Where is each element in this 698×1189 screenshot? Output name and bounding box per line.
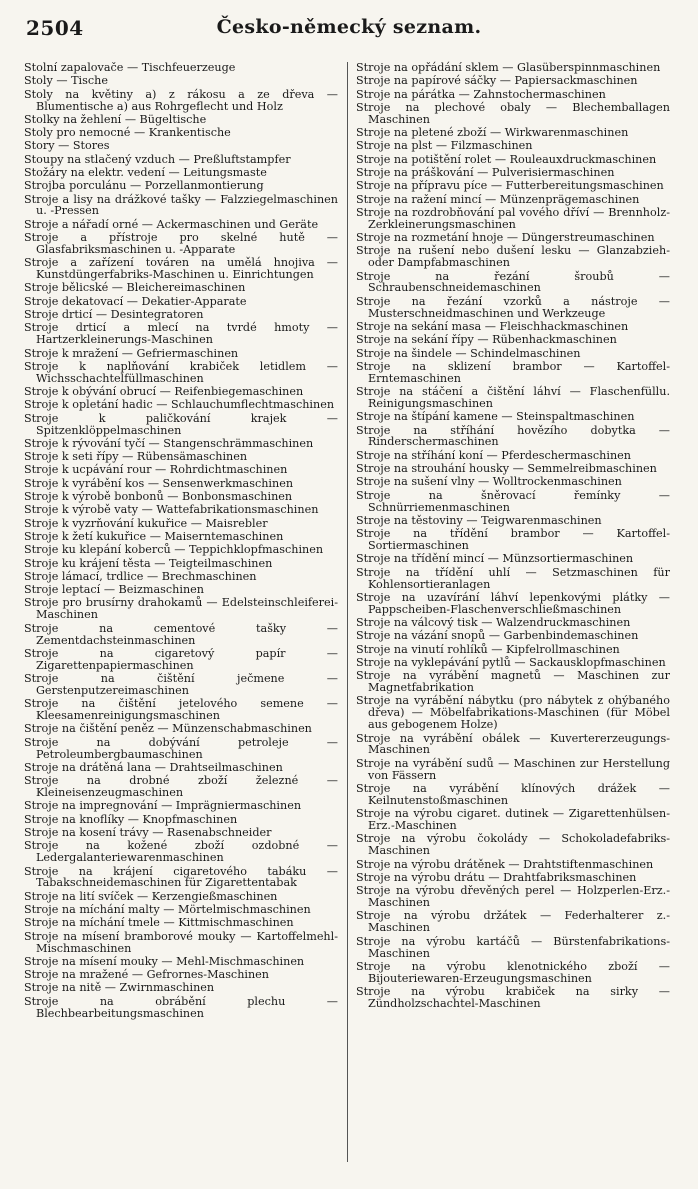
list-item: Stroje na drátěná lana — Drahtseilmaschinen [24,760,283,774]
list-item: Stroje k paličkování krajek — Spitzenklöppelmaschinen [24,411,338,437]
list-item: Stroje na válcový tisk — Walzendruckmaschinen [356,616,631,630]
list-item: Stroje a nářadí orné — Ackermaschinen und Geräte [24,217,319,231]
list-item: Stroje na dobývání petroleje — Petroleumbergbaumaschinen [24,735,338,761]
list-item: Stroje na vyrábění obálek — Kuvertererzeugungs-Maschinen [356,731,670,757]
list-item: Stroje k naplňování krabiček letidlem — Wichsschachtelfüllmaschinen [24,359,338,385]
column-divider [347,62,348,1162]
page-number: 2504 [26,16,84,40]
list-item: Stroje na obrábění plechu — Blechbearbeitungsmaschinen [24,994,338,1020]
list-item: Stroje lámací, trdlice — Brechmaschinen [24,569,257,583]
list-item: Stroje na výrobu cigaret. dutinek — Zigarettenhülsen-Erz.-Maschinen [356,807,670,833]
list-item: Stroje drticí — Desintegratoren [24,308,204,322]
list-item: Stroje na výrobu držátek — Federhalterer z.-Maschinen [356,909,670,935]
list-item: Stroje k žetí kukuřice — Maiserntemaschinen [24,529,284,543]
list-item: Stroje na cigaretový papír — Zigarettenpapiermaschinen [24,646,338,672]
list-item: Stroje na lití svíček — Kerzengießmaschinen [24,889,278,903]
two-column-list [24,62,674,1177]
list-item: Stroje k seti řípy — Rübensämaschinen [24,450,248,464]
list-item: Stroje k obývání obrucí — Reifenbiegemaschinen [24,385,304,399]
list-item: Stroje k vyrábění kos — Sensenwerkmaschinen [24,476,294,490]
list-item: Stroje na mísení mouky — Mehl-Mischmaschinen [24,954,305,968]
list-item: Stroje na mísení bramborové mouky — Kartoffelmehl-Mischmaschinen [24,929,338,955]
list-item: Stroje na drobné zboží železné — Kleineisenzeugmaschinen [24,774,338,800]
list-item: Stroje na míchání malty — Mörtelmischmaschinen [24,903,311,917]
list-item: Stroje na sekání masa — Fleischhackmaschinen [356,319,629,333]
list-item: Stoupy na stlačený vzduch — Preßluftstampfer [24,152,291,166]
list-item: Stroje na mražené — Gefrornes-Maschinen [24,968,270,982]
list-item: Stroje ku klepání koberců — Teppichklopfmaschinen [24,543,324,557]
list-item: Stroje na těstoviny — Teigwarenmaschinen [356,513,602,527]
list-item: Stroje na stáčení a čištění láhví — Flaschenfüllu. Reinigungsmaschinen [356,385,670,410]
list-item: Stroje bělicské — Bleichereimaschinen [24,281,246,295]
list-item: Stroje na ražení mincí — Münzenprägemaschinen [356,192,640,206]
list-item: Stroje leptací — Beizmaschinen [24,583,204,597]
list-item: Stroje na vinutí rohlíků — Kipfelrollmaschinen [356,642,620,656]
list-item: Stroje na pletené zboží — Wirkwarenmaschinen [356,126,629,140]
list-item: Stroje k rývování tyčí — Stangenschrämmaschinen [24,436,314,450]
list-item: Stroje pro brusírny drahokamů — Edelsteinschleiferei-Maschinen [24,596,338,622]
list-item: Stroje na štípání kamene — Steinspaltmaschinen [356,410,635,424]
list-item: Stroje na řezání šroubů — Schraubenschneidemaschinen [356,269,670,295]
list-item: Stroje k výrobě vaty — Wattefabrikationsmaschinen [24,503,319,517]
list-item: Stroje na knoflíky — Knopfmaschinen [24,812,238,826]
list-item: Stroje na kožené zboží ozdobné — Ledergalanteriewarenmaschinen [24,839,338,865]
list-item: Story — Stores [24,139,110,153]
list-item: Strojba porculánu — Porzellanmontierung [24,179,264,193]
list-item: Stroje na potištění rolet — Rouleauxdruckmaschinen [356,152,657,166]
list-item: Stoly pro nemocné — Krankentische [24,126,231,140]
list-item: Stroje na šněrovací řemínky — Schnürriemenmaschinen [356,488,670,514]
list-item: Stroje na vyrábění klínových drážek — Keilnutenstoßmaschinen [356,781,670,807]
list-item: Stroje na vyrábění nábytku (pro nábytek z ohýbaného dřeva) — Möbelfabrikations-Maschinen (für Möbel aus gebogenem Holze) [356,694,670,732]
list-item: Stroje na stříhání hovězího dobytka — Rinderschermaschinen [356,423,670,449]
list-item: Stroje na rozdrobňování pal vového dříví — Brennholz-Zerkleinerungsmaschinen [356,205,670,231]
list-item: Stroje na výrobu drátěnek — Drahtstiftenmaschinen [356,857,654,871]
list-item: Stroje k mražení — Gefriermaschinen [24,346,239,360]
running-title: Česko-německý seznam. [216,16,482,38]
list-item: Stroje na řezání vzorků a nástroje — Musterschneidmaschinen und Werkzeuge [356,294,670,320]
list-item: Stroje na impregnování — Imprägniermaschinen [24,799,302,813]
list-item: Stroje na výrobu dřevěných perel — Holzperlen-Erz.-Maschinen [356,884,670,910]
list-item: Stroje na míchání tmele — Kittmischmaschinen [24,916,294,930]
list-item: Stroje k ucpávání rour — Rohrdichtmaschinen [24,463,288,477]
list-item: Stroje na nitě — Zwirnmaschinen [24,981,215,995]
list-item: Stroje na kosení trávy — Rasenabschneider [24,826,272,840]
list-item: Stroje na čištění jetelového semene — Kleesamenreinigungsmaschinen [24,697,338,723]
list-item: Stroje ku krájení těsta — Teigteilmaschinen [24,556,273,570]
list-item: Stolní zapalovače — Tischfeuerzeuge [24,61,236,74]
list-item: Stroje na sušení vlny — Wolltrockenmaschinen [356,475,622,489]
list-item: Stroje a zařízení továren na umělá hnojiva — Kunstdüngerfabriks-Maschinen u. Einrichtungen [24,256,338,282]
list-item: Stroje na plechové obaly — Blechemballagen Maschinen [356,100,670,126]
list-item: Stroje na čištění peněz — Münzenschabmaschinen [24,722,312,736]
list-item: Stožáry na elektr. vedení — Leitungsmaste [24,165,267,179]
list-item: Stroje na výrobu čokolády — Schokoladefabriks-Maschinen [356,832,670,858]
list-item: Stroje na vyklepávání pytlů — Sackausklopfmaschinen [356,655,666,669]
list-item: Stroje na strouhání housky — Semmelreibmaschinen [356,462,657,476]
list-item: Stroje a lisy na drážkové tašky — Falzziegelmaschinen u. -Pressen [24,192,338,218]
list-item: Stroje na párátka — Zahnstochermaschinen [356,87,606,101]
list-item: Stroje na rozmetání hnoje — Düngerstreumaschinen [356,231,655,245]
list-item: Stroje na sekání řípy — Rübenhackmaschinen [356,333,617,347]
list-item: Stroje na krájení cigaretového tabáku —Tabakschneidemaschinen für Zigarettentabak [24,864,338,890]
list-item: Stroje k výrobě bonbonů — Bonbonsmaschinen [24,490,293,504]
list-item: Stroje na papírové sáčky — Papiersackmaschinen [356,74,638,88]
list-item: Stroje na výrobu klenotnického zboží — Bijouteriewaren-Erzeugungsmaschinen [356,959,670,985]
list-item: Stroje na uzavírání láhví lepenkovými plátky — Pappscheiben-Flaschenverschließmaschinen [356,590,670,616]
list-item: Stroje na vyrábění magnetů — Maschinen zur Magnetfabrikation [356,669,670,695]
list-item: Stroje na sklizení brambor — Kartoffel-Erntemaschinen [356,359,670,385]
list-item: Stroje na šindele — Schindelmaschinen [356,346,581,360]
list-item: Stoly — Tische [24,74,108,88]
list-item: Stroje na vyrábění sudů — Maschinen zur Herstellung von Fässern [356,756,670,782]
list-item: Stroje k opletání hadic — Schlauchumflechtmaschinen [24,398,335,412]
list-item: Stroje na rušení nebo dušení lesku — Glanzabzieh- oder Dampfabmaschinen [356,244,670,270]
list-item: Stroje a přístroje pro skelné hutě — Glasfabriksmaschinen u. -Apparate [24,231,338,256]
page-header [22,10,676,50]
list-item: Stroje na třídění brambor — Kartoffel-Sortiermaschinen [356,527,670,553]
list-item: Stroje na opřádání sklem — Glasüberspinnmaschinen [356,61,661,74]
list-item: Stroje na přípravu píce — Futterbereitungsmaschinen [356,179,664,193]
list-item: Stroje k vyzrňování kukuřice — Maisrebler [24,516,268,530]
list-item: Stroje na výrobu kartáčů — Bürstenfabrikations-Maschinen [356,934,670,960]
list-item: Stroje na plst — Filzmaschinen [356,139,533,153]
list-item: Stroje na výrobu drátu — Drahtfabriksmaschinen [356,870,637,884]
right-column [356,62,670,1011]
list-item: Stroje dekatovací — Dekatier-Apparate [24,294,247,308]
list-item: Stroje na cementové tašky — Zementdachsteinmaschinen [24,621,338,647]
list-item: Stroje drticí a mlecí na tvrdé hmoty — Hartzerkleinerungs-Maschinen [24,321,338,347]
list-item: Stroje na stříhání koní — Pferdeschermaschinen [356,448,631,462]
list-item: Stroje na třídění uhlí — Setzmaschinen für Kohlensortieranlagen [356,565,670,591]
list-item: Stolky na žehlení — Bügeltische [24,112,207,126]
list-item: Stroje na výrobu krabiček na sirky — Zündholzschachtel-Maschinen [356,985,670,1010]
list-item: Stroje na vázání snopů — Garbenbindemaschinen [356,629,639,643]
left-column [24,62,338,1021]
list-item: Stroje na čištění ječmene — Gerstenputzereimaschinen [24,672,338,697]
list-item: Stoly na květiny a) z rákosu a ze dřeva — Blumentische a) aus Rohrgeflecht und Holz [24,87,338,113]
list-item: Stroje na práškování — Pulverisiermaschinen [356,165,615,179]
list-item: Stroje na třídění mincí — Münzsortiermaschinen [356,552,634,566]
